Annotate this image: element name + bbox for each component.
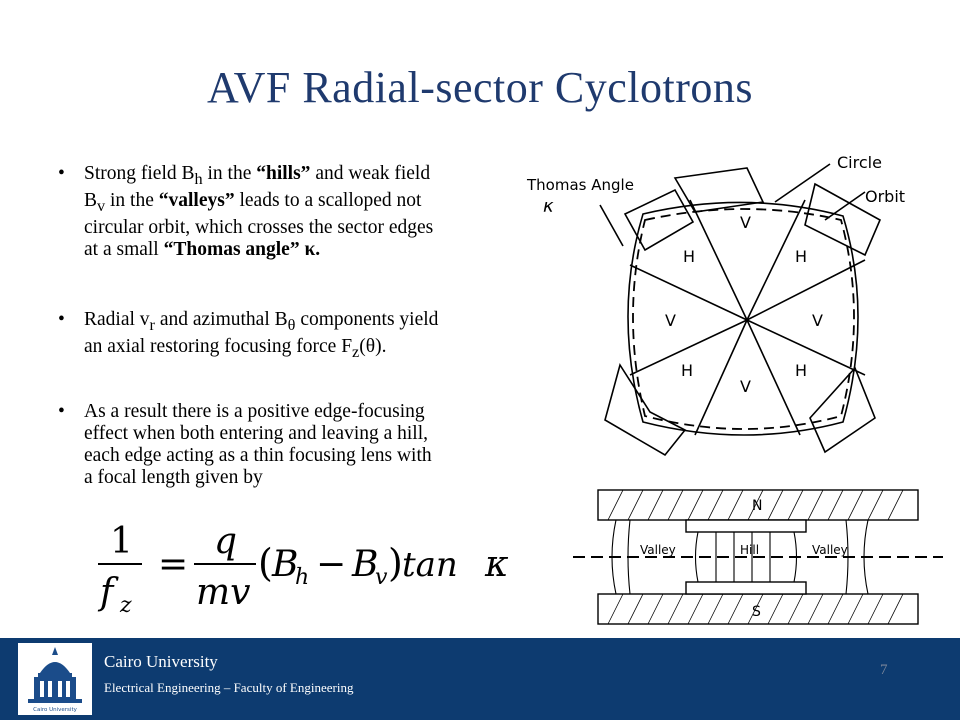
sector-label: H xyxy=(795,361,808,380)
page-number: 7 xyxy=(880,662,888,678)
university-name: Cairo University xyxy=(104,652,218,671)
formula-v: v xyxy=(375,565,388,590)
sector-edge xyxy=(747,320,800,435)
text-run: each edge acting as a thin focusing lens with xyxy=(84,445,432,466)
text-run: circular orbit, which crosses the sector edges xyxy=(84,216,434,238)
formula-equals: = xyxy=(158,544,189,585)
orbit-pointer xyxy=(825,192,865,220)
formula-Bv: B xyxy=(352,544,379,585)
bullet-item xyxy=(58,309,438,363)
sector-label: H xyxy=(683,247,696,266)
sector-edge xyxy=(690,200,747,320)
magnet-gap-diagram xyxy=(568,482,948,632)
label-circle: Circle xyxy=(837,153,882,172)
bold-text: “Thomas angle” κ. xyxy=(163,238,321,260)
formula-q: q xyxy=(214,521,238,562)
formula-kappa: κ xyxy=(485,544,509,585)
cyclotron-sector-diagram xyxy=(525,150,915,480)
label-north: N xyxy=(752,498,763,514)
sector-label: V xyxy=(812,311,823,330)
text-run: an axial restoring focusing force F xyxy=(84,335,353,357)
text-run: a focal length given by xyxy=(84,467,263,488)
formula-mv: mv xyxy=(196,572,251,613)
circle-pointer xyxy=(775,164,830,202)
text-run: (θ). xyxy=(359,335,387,357)
label-kappa: κ xyxy=(543,196,554,217)
hill-sector-top-left xyxy=(625,190,693,250)
bold-text: “hills” xyxy=(256,163,311,184)
cairo-university-logo xyxy=(18,643,92,715)
logo-text: Cairo University xyxy=(33,707,77,713)
formula-paren: ) xyxy=(388,541,403,585)
subscript: z xyxy=(352,342,360,361)
text-run: B xyxy=(84,189,98,211)
text-run: and weak field xyxy=(310,163,431,184)
footer-bar xyxy=(0,638,960,720)
formula-z: z xyxy=(120,593,132,618)
subscript: θ xyxy=(287,315,296,334)
bullet-item xyxy=(58,163,433,261)
subscript: r xyxy=(149,315,155,334)
label-valley-right: Valley xyxy=(812,543,848,557)
formula-h: h xyxy=(295,565,310,590)
bullet-marker: • xyxy=(58,163,65,184)
hill-pole-bottom xyxy=(686,582,806,594)
sector-label: H xyxy=(681,361,694,380)
text-run: effect when both entering and leaving a hill, xyxy=(84,423,429,444)
thomas-pointer xyxy=(600,205,623,246)
formula-paren: ( xyxy=(258,541,273,585)
formula-f: f xyxy=(100,572,114,613)
sector-label: H xyxy=(795,247,808,266)
bold-text: “valleys” xyxy=(158,189,235,211)
subscript: v xyxy=(97,196,106,215)
sector-label: V xyxy=(665,311,676,330)
text-run: leads to a scalloped not xyxy=(234,189,422,211)
formula-Bh: B xyxy=(272,544,299,585)
sector-label: V xyxy=(740,213,751,232)
formula-minus: − xyxy=(316,544,347,585)
text-run: As a result there is a positive edge-focusing xyxy=(84,401,425,422)
text-run: in the xyxy=(202,163,257,184)
text-run: and azimuthal B xyxy=(154,309,288,330)
subscript: h xyxy=(194,169,203,188)
bullet-marker: • xyxy=(58,401,65,422)
label-thomas-angle: Thomas Angle xyxy=(527,176,634,194)
text-run: Strong field B xyxy=(84,163,195,184)
bullet-item xyxy=(58,401,432,489)
text-run: Radial v xyxy=(84,309,150,330)
label-orbit: Orbit xyxy=(865,187,906,206)
formula-tan: tan xyxy=(402,545,458,585)
label-valley-left: Valley xyxy=(640,543,676,557)
label-hill: Hill xyxy=(740,543,760,557)
sector-label: V xyxy=(740,377,751,396)
bullet-marker: • xyxy=(58,309,65,330)
focal-length-formula xyxy=(90,508,530,618)
department-name: Electrical Engineering – Faculty of Engineering xyxy=(104,680,354,695)
label-south: S xyxy=(752,604,761,620)
text-run: components yield xyxy=(295,309,439,330)
hill-sector-bottom-left xyxy=(605,365,685,455)
sector-edge xyxy=(747,260,865,320)
sector-edge xyxy=(630,265,747,320)
formula-numerator: 1 xyxy=(110,521,133,562)
hill-pole-top xyxy=(686,520,806,532)
text-run: in the xyxy=(105,189,159,211)
text-run: at a small xyxy=(84,238,164,260)
slide-title: AVF Radial-sector Cyclotrons xyxy=(206,63,754,112)
